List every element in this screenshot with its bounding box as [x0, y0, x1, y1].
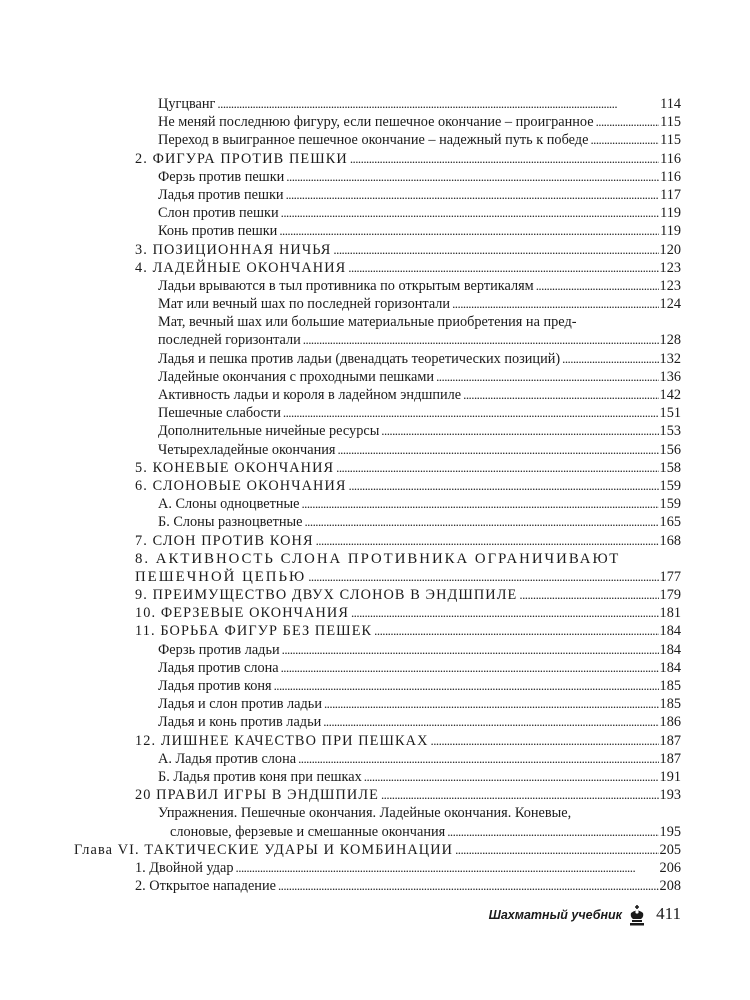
toc-page-number: 191: [659, 768, 681, 785]
toc-page-number: 181: [659, 605, 681, 622]
toc-page-number: 208: [659, 878, 681, 895]
dot-leader: [324, 695, 659, 713]
toc-page-number: 185: [659, 696, 681, 713]
dot-leader: [282, 641, 659, 659]
dot-leader: [364, 768, 659, 786]
toc-page-number: 114: [660, 96, 681, 112]
toc-entry-title: Переход в выигранное пешечное окончание – надежный путь к победе: [158, 132, 589, 149]
toc-page-number: 156: [659, 441, 681, 458]
toc-entry: [0, 859, 750, 877]
dot-leader: [217, 95, 659, 113]
toc-entry: [0, 877, 750, 895]
toc-page-number: 124: [659, 296, 681, 313]
toc-entry-title: Б. Ладья против коня при пешках: [158, 768, 362, 785]
toc-entry-title: Ферзь против пешки: [158, 168, 285, 185]
toc-entry: [0, 150, 750, 168]
toc-entry-title: Пешечные слабости: [158, 405, 281, 422]
toc-page-number: 193: [659, 787, 681, 804]
toc-entry-title: Ладья против коня: [158, 678, 272, 695]
toc-entry-title-continued: слоновые, ферзевые и смешанные окончания: [170, 823, 446, 840]
dot-leader: [304, 513, 659, 531]
toc-entry: [0, 422, 750, 440]
toc-entry-title: 2. ФИГУРА ПРОТИВ ПЕШКИ: [135, 150, 348, 167]
dot-leader: [463, 386, 659, 404]
toc-page-number: 117: [660, 186, 681, 203]
toc-page-number: 184: [659, 641, 681, 658]
toc-page-number: 205: [659, 841, 681, 858]
toc-entry: [0, 713, 750, 731]
toc-entry: [0, 477, 750, 495]
toc-entry-title: 8. АКТИВНОСТЬ СЛОНА ПРОТИВНИКА ОГРАНИЧИВАЮТ: [135, 550, 621, 567]
toc-entry-title: 1. Двойной удар: [135, 859, 234, 876]
toc-page-number: 120: [659, 241, 681, 258]
toc-entry: [0, 350, 750, 368]
toc-entry-title: 10. ФЕРЗЕВЫЕ ОКОНЧАНИЯ: [135, 605, 349, 622]
toc-entry: [0, 459, 750, 477]
toc-page-number: 158: [659, 459, 681, 476]
toc-page-number: 177: [659, 568, 681, 585]
toc-page-number: 187: [659, 750, 681, 767]
toc-entry-title: Цугцванг: [158, 96, 216, 112]
toc-page-number: 185: [659, 678, 681, 695]
toc-entry-title: 5. КОНЕВЫЕ ОКОНЧАНИЯ: [135, 459, 335, 476]
toc-entry: [0, 95, 750, 113]
toc-entry: [0, 695, 750, 713]
toc-page-number: 128: [659, 332, 681, 349]
toc-page-number: 116: [660, 168, 681, 185]
table-of-contents: [0, 95, 750, 895]
toc-page-number: 142: [659, 387, 681, 404]
page-number: 411: [656, 904, 681, 923]
toc-entry: [0, 222, 750, 240]
toc-page-number: 187: [659, 732, 681, 749]
toc-page-number: 184: [659, 659, 681, 676]
dot-leader: [323, 713, 659, 731]
dot-leader: [278, 877, 659, 895]
dot-leader: [562, 350, 659, 368]
toc-page-number: 132: [659, 350, 681, 367]
dot-leader: [374, 622, 659, 640]
toc-entry-title: А. Слоны одноцветные: [158, 496, 300, 513]
toc-entry-title: Мат, вечный шах или большие материальные приобретения на пред-: [158, 314, 577, 331]
toc-entry: [0, 241, 750, 259]
dot-leader: [298, 750, 659, 768]
dot-leader: [348, 259, 659, 277]
toc-entry-title: 3. ПОЗИЦИОННАЯ НИЧЬЯ: [135, 241, 332, 258]
toc-entry: [0, 113, 750, 131]
toc-entry: [0, 604, 750, 622]
toc-entry: [0, 495, 750, 513]
dot-leader: [337, 441, 659, 459]
toc-entry-title: Ладейные окончания с проходными пешками: [158, 368, 435, 385]
dot-leader: [286, 186, 659, 204]
dot-leader: [308, 568, 659, 586]
toc-page-number: 168: [659, 532, 681, 549]
toc-page-number: 115: [660, 114, 681, 131]
toc-page-number: 151: [659, 405, 681, 422]
toc-entry-title: Упражнения. Пешечные окончания. Ладейные окончания. Коневые,: [158, 805, 572, 822]
toc-entry-title: Глава VI. ТАКТИЧЕСКИЕ УДАРЫ И КОМБИНАЦИИ: [74, 841, 454, 858]
toc-page-number: 115: [660, 132, 681, 149]
toc-entry: [0, 622, 750, 640]
toc-page-number: 186: [659, 714, 681, 731]
toc-page-number: 179: [659, 587, 681, 604]
dot-leader: [301, 495, 659, 513]
toc-entry: [0, 841, 750, 859]
toc-entry: [0, 659, 750, 677]
toc-entry-title: Активность ладьи и короля в ладейном эндшпиле: [158, 387, 462, 404]
toc-entry: [0, 804, 750, 840]
toc-page-number: 136: [659, 368, 681, 385]
toc-entry-title: Ферзь против ладьи: [158, 641, 280, 658]
toc-entry-title: Ладья и слон против ладьи: [158, 696, 322, 713]
toc-entry: [0, 513, 750, 531]
dot-leader: [274, 677, 659, 695]
dot-leader: [286, 168, 659, 186]
toc-entry: [0, 768, 750, 786]
toc-entry-title: Мат или вечный шах по последней горизонтали: [158, 296, 451, 313]
toc-entry: [0, 131, 750, 149]
dot-leader: [350, 150, 659, 168]
dot-leader: [431, 732, 659, 750]
toc-entry-title: 6. СЛОНОВЫЕ ОКОНЧАНИЯ: [135, 477, 347, 494]
toc-entry: [0, 204, 750, 222]
toc-entry: [0, 441, 750, 459]
toc-entry: [0, 732, 750, 750]
toc-entry: [0, 404, 750, 422]
toc-entry-title: Дополнительные ничейные ресурсы: [158, 423, 380, 440]
dot-leader: [536, 277, 659, 295]
toc-page-number: 123: [659, 277, 681, 294]
toc-entry-title: Б. Слоны разноцветные: [158, 514, 303, 531]
toc-page-number: 119: [660, 205, 681, 222]
chess-king-icon: [627, 904, 647, 926]
dot-leader: [596, 113, 659, 131]
toc-entry-title: А. Ладья против слона: [158, 750, 297, 767]
dot-leader: [349, 477, 659, 495]
dot-leader: [381, 422, 659, 440]
toc-entry-title: Ладья против слона: [158, 659, 279, 676]
toc-entry: [0, 259, 750, 277]
toc-page-number: 184: [659, 623, 681, 640]
dot-leader: [336, 459, 659, 477]
dot-leader: [283, 404, 659, 422]
dot-leader: [436, 368, 659, 386]
toc-entry-title: 9. ПРЕИМУЩЕСТВО ДВУХ СЛОНОВ В ЭНДШПИЛЕ: [135, 587, 518, 604]
toc-entry-title: 2. Открытое нападение: [135, 878, 276, 895]
toc-entry: [0, 550, 750, 586]
toc-entry: [0, 313, 750, 349]
dot-leader: [281, 659, 659, 677]
dot-leader: [381, 786, 659, 804]
dot-leader: [455, 841, 659, 859]
toc-entry-title-continued: ПЕШЕЧНОЙ ЦЕПЬЮ: [135, 568, 307, 585]
toc-entry: [0, 750, 750, 768]
toc-entry-title: 4. ЛАДЕЙНЫЕ ОКОНЧАНИЯ: [135, 259, 347, 276]
toc-entry-title-continued: последней горизонтали: [158, 332, 301, 349]
toc-page-number: 195: [659, 823, 681, 840]
toc-entry: [0, 186, 750, 204]
dot-leader: [316, 532, 659, 550]
dot-leader: [236, 859, 659, 877]
toc-entry-title: Ладья и пешка против ладьи (двенадцать теоретических позиций): [158, 350, 561, 367]
toc-page-number: 159: [659, 496, 681, 513]
toc-page-number: 159: [659, 477, 681, 494]
toc-entry-title: Ладьи врываются в тыл противника по открытым вертикалям: [158, 277, 534, 294]
toc-page-number: 119: [660, 223, 681, 240]
page-footer: [0, 902, 750, 932]
toc-entry-title: Слон против пешки: [158, 205, 279, 222]
dot-leader: [303, 331, 659, 349]
toc-entry-title: Не меняй последнюю фигуру, если пешечное окончание – проигранное: [158, 114, 594, 131]
toc-page-number: 206: [659, 859, 681, 876]
toc-entry-title: 11. БОРЬБА ФИГУР БЕЗ ПЕШЕК: [135, 623, 373, 640]
book-title: Шахматный учебник: [488, 908, 622, 922]
toc-entry: [0, 368, 750, 386]
toc-entry: [0, 786, 750, 804]
toc-entry: [0, 168, 750, 186]
dot-leader: [351, 604, 659, 622]
toc-entry: [0, 586, 750, 604]
toc-entry-title: Ладья против пешки: [158, 186, 284, 203]
toc-entry-title: Ладья и конь против ладьи: [158, 714, 322, 731]
toc-entry: [0, 532, 750, 550]
toc-page-number: 123: [659, 259, 681, 276]
dot-leader: [590, 131, 659, 149]
dot-leader: [519, 586, 659, 604]
toc-entry: [0, 677, 750, 695]
toc-entry: [0, 641, 750, 659]
toc-page-number: 116: [660, 150, 681, 167]
toc-entry-title: 12. ЛИШНЕЕ КАЧЕСТВО ПРИ ПЕШКАХ: [135, 732, 429, 749]
toc-entry-title: Конь против пешки: [158, 223, 278, 240]
dot-leader: [447, 823, 659, 841]
dot-leader: [281, 204, 659, 222]
dot-leader: [333, 241, 659, 259]
toc-entry-title: 7. СЛОН ПРОТИВ КОНЯ: [135, 532, 314, 549]
dot-leader: [279, 222, 659, 240]
toc-entry-title: Четырехладейные окончания: [158, 441, 336, 458]
toc-page-number: 153: [659, 423, 681, 440]
toc-entry: [0, 386, 750, 404]
toc-entry-title: 20 ПРАВИЛ ИГРЫ В ЭНДШПИЛЕ: [135, 787, 379, 804]
dot-leader: [452, 295, 659, 313]
toc-entry: [0, 295, 750, 313]
toc-entry: [0, 277, 750, 295]
toc-page-number: 165: [659, 514, 681, 531]
